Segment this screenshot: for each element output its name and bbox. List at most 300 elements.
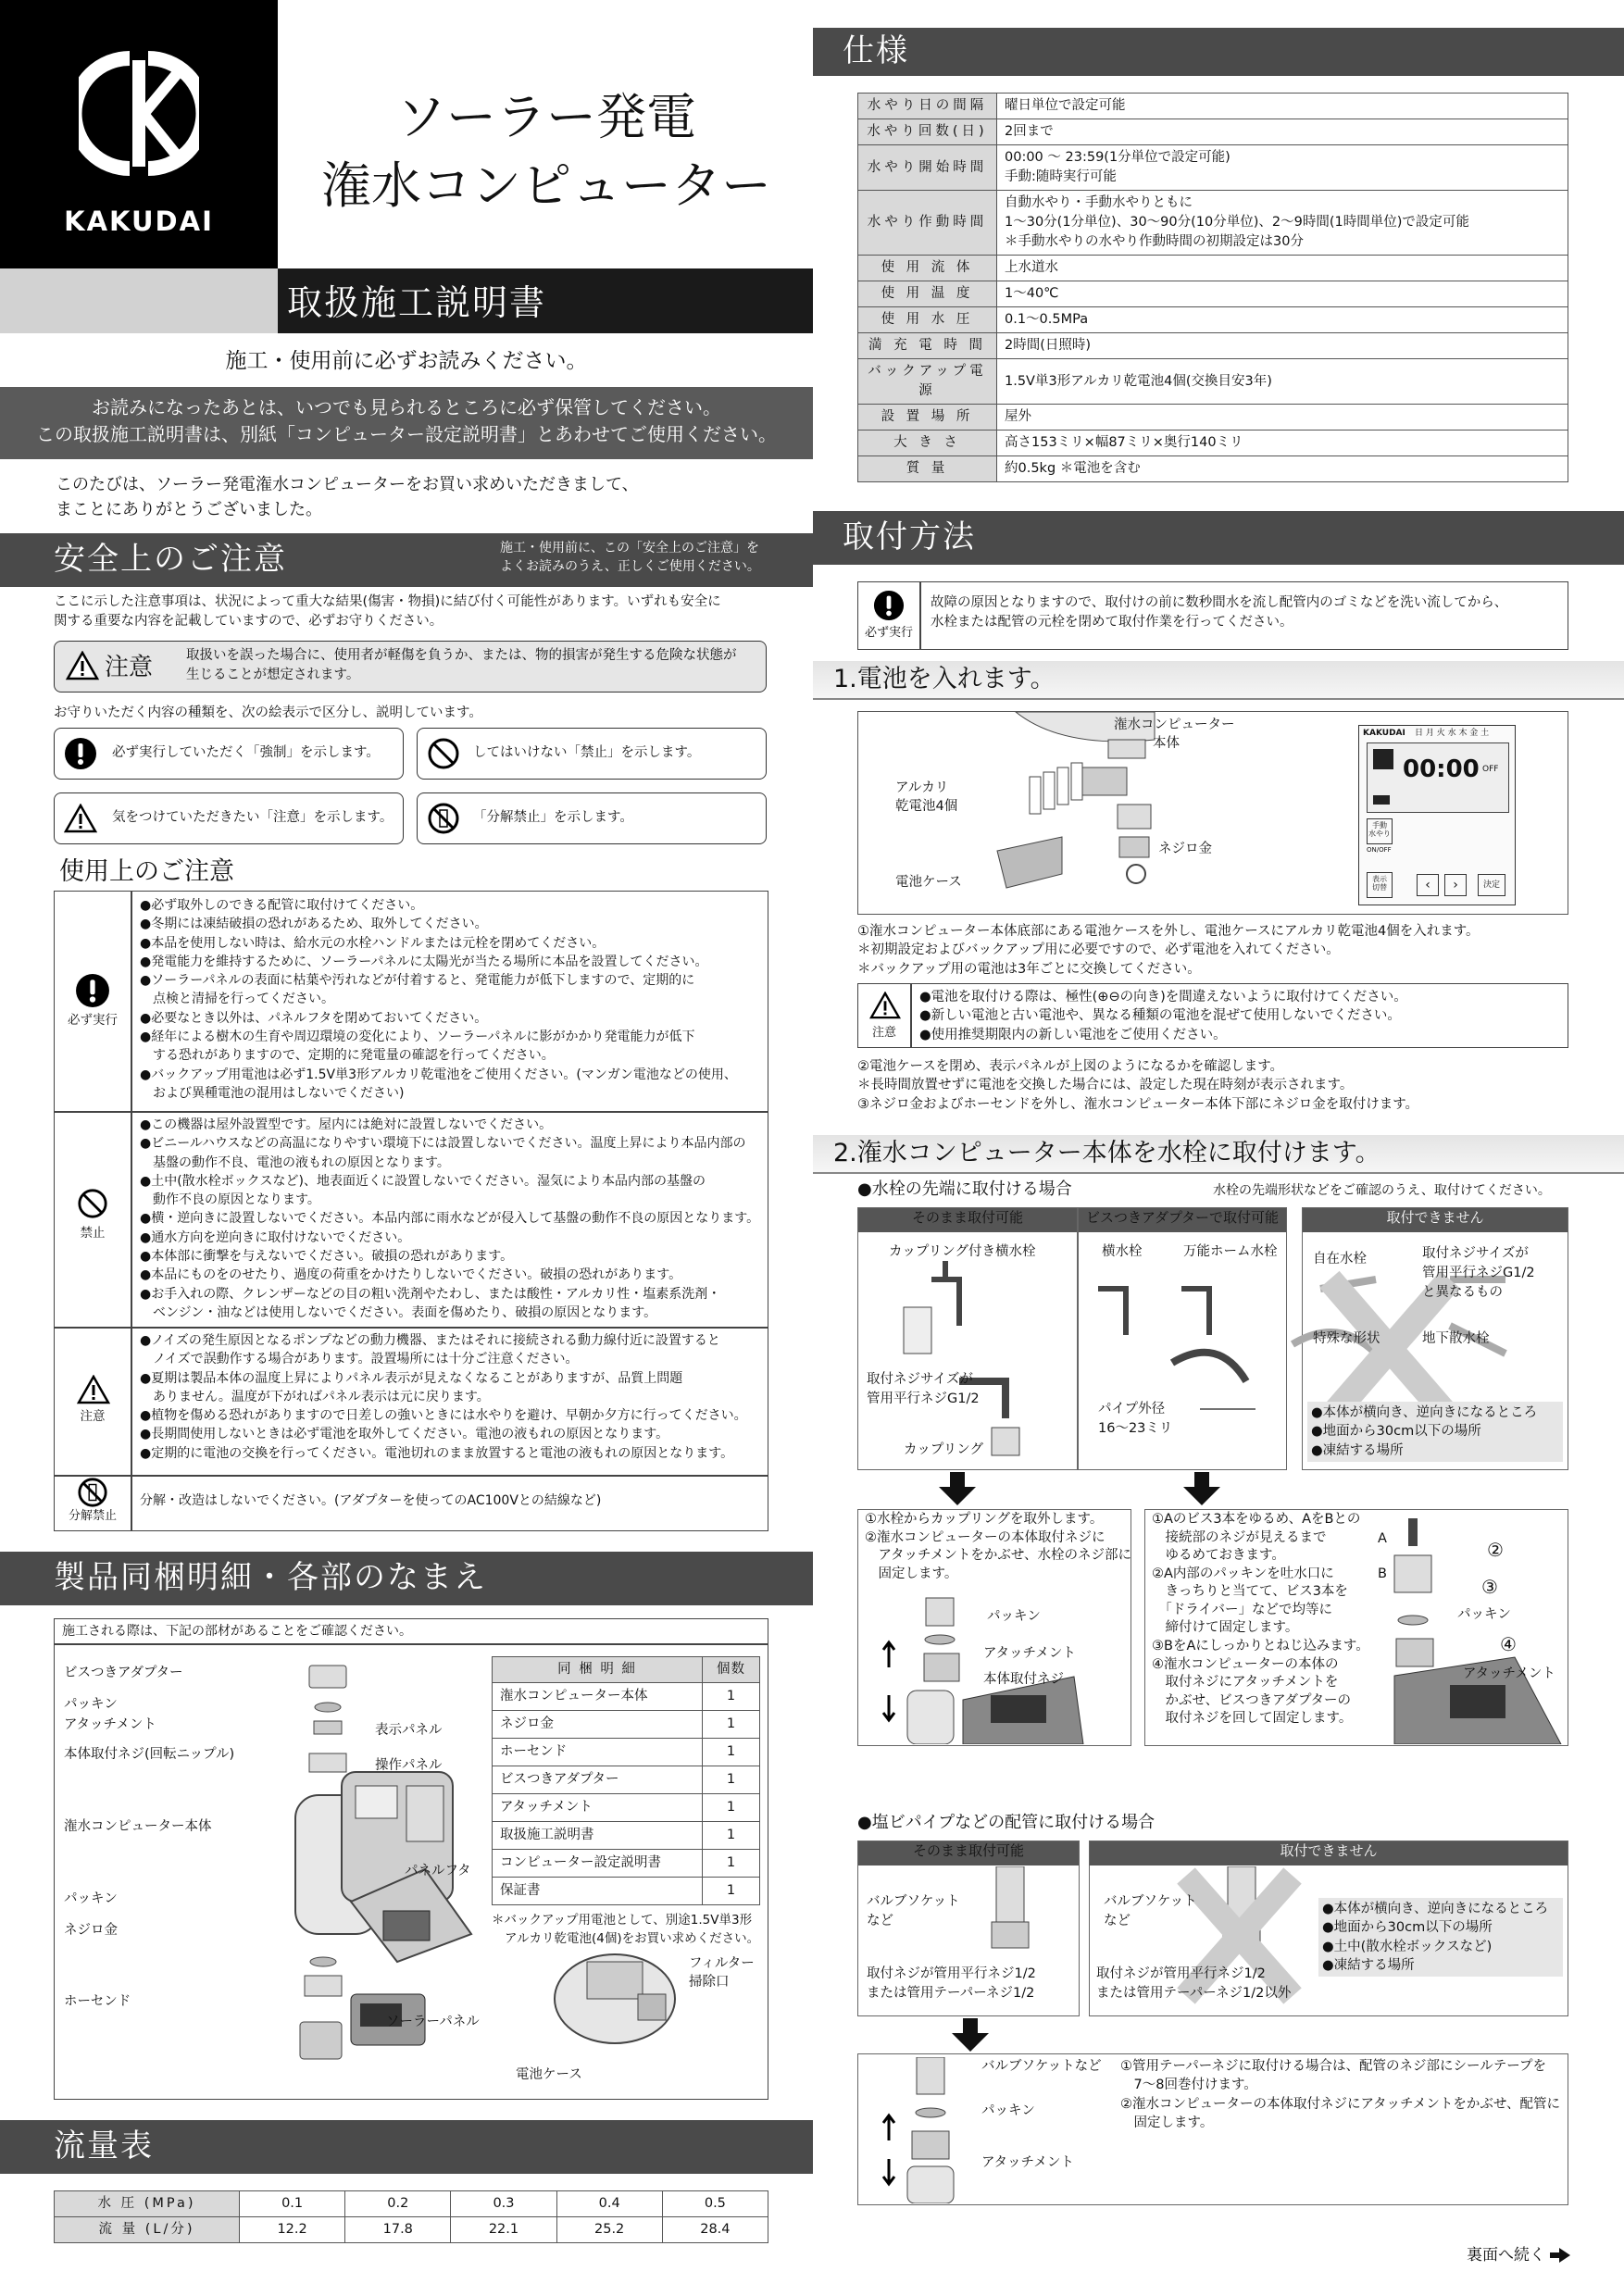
contents-item-name: アタッチメント: [493, 1794, 703, 1822]
panel-onoff: ON/OFF: [1367, 846, 1392, 854]
flow-heading: 流量表: [54, 2128, 154, 2165]
spec-value-line: 2時間(日照時): [1005, 338, 1092, 354]
usage-item: ●この機器は屋外設置型です。屋内には絶対に設置しないでください。: [140, 1117, 553, 1132]
battery-insert-illustration: [923, 712, 1247, 914]
battery-note: [492, 1912, 759, 1948]
usage-item: ●必ず取外しのできる配管に取付けてください。: [140, 898, 424, 913]
pipe-ng-item: ●土中(散水栓ボックスなど): [1322, 1939, 1493, 1954]
step-a-attachment: アタッチメント: [983, 1646, 1076, 1661]
spec-key: 使 用 流 体: [858, 256, 997, 281]
spec-key: 水やり開始時間: [858, 145, 997, 191]
manual-label-2: 水やり: [1368, 829, 1391, 838]
usage-item: 基盤の動作不良、電池の液もれの原因となります。: [140, 1154, 450, 1170]
caution-triangle-icon: [869, 992, 901, 1019]
spec-value-line: 0.1～0.5MPa: [1005, 312, 1089, 328]
step-b-line: 接続部のネジが見えるまで: [1152, 1529, 1327, 1545]
install-must-box: [857, 581, 1568, 650]
spec-value: [997, 359, 1568, 405]
step-b-line: ゆるめておきます。: [1152, 1548, 1285, 1564]
step1-heading-bar: [813, 661, 1624, 700]
part-computer: 潅水コンピューター本体: [64, 1819, 212, 1834]
pipe-od-line-2: 16～23ミリ: [1098, 1421, 1173, 1437]
pipe-ng-list: [1318, 1898, 1563, 1977]
pipe-valve-ng-line-2: など: [1104, 1914, 1131, 1929]
no-disassemble-icon: [77, 1477, 108, 1508]
pipe-step-text: [1120, 2057, 1560, 2132]
install-must-text: [931, 593, 1507, 632]
usage-item: ●本品にものをのせたり、過度の荷重をかけたりしないでください。破損の恐れがあります。: [140, 1267, 682, 1283]
spec-row: [858, 191, 1568, 256]
flow-value: 28.4: [662, 2217, 768, 2243]
spec-value-line: ＊手動水やりの水やり作動時間の初期設定は30分: [1005, 234, 1304, 250]
part-battery-case: 電池ケース: [516, 2067, 582, 2082]
spec-row: [858, 281, 1568, 307]
thread-diff-line-2: 管用平行ネジG1/2: [1422, 1266, 1535, 1281]
part-body-screw: 本体取付ネジ(回転ニップル): [64, 1747, 235, 1762]
step-b-packing: パッキン: [1457, 1607, 1511, 1622]
spec-value-line: 自動水やり・手動水やりともに: [1005, 195, 1193, 211]
usage-heading-bar: [54, 854, 785, 891]
pipe-thread-ok: [867, 1965, 1036, 2003]
col2-head: ビスつきアダプターで取付可能: [1079, 1208, 1286, 1232]
contents-item-qty: 1: [703, 1822, 760, 1850]
thread-size: [867, 1370, 980, 1409]
install-heading: 取付方法: [843, 518, 976, 556]
caution-text-line-1: 取扱いを誤った場合に、使用者が軽傷を負うか、または、物的損害が発生する危険な状態が: [186, 648, 737, 663]
step-a-line: ①水栓からカップリングを取外します。: [865, 1512, 1104, 1527]
step-b-line: ③BをAにしっかりとねじ込みます。: [1152, 1638, 1369, 1653]
step1-text-line: ＊バックアップ用の電池は3年ごとに交換してください。: [857, 961, 1201, 977]
spec-key: バックアップ電源: [858, 359, 997, 405]
step-b-line: かぶせ、ビスつきアダプターの: [1152, 1692, 1352, 1708]
spec-key: 大 き さ: [858, 430, 997, 456]
enter-button[interactable]: [1478, 874, 1505, 896]
part-nejiro: ネジロ金: [64, 1923, 118, 1938]
contents-item-name: 保証書: [493, 1878, 703, 1905]
step1-caution-line: ●新しい電池と古い電池や、異なる種類の電池を混ぜて使用しないでください。: [919, 1008, 1401, 1024]
arrow-right-icon: [1550, 2248, 1570, 2263]
step1-text2-line: ＊長時間放置せずに電池を交換した場合には、設定した現在時刻が表示されます。: [857, 1078, 1354, 1093]
step-a-line: ②潅水コンピューターの本体取付ネジに: [865, 1529, 1106, 1545]
contents-item-qty: 1: [703, 1878, 760, 1905]
spec-key: 設 置 場 所: [858, 405, 997, 430]
manual-label: 手動: [1372, 821, 1387, 830]
pipe-ng-item: ●凍結する場所: [1322, 1957, 1415, 1973]
intro-line-1: ここに示した注意事項は、状況によって重大な結果(傷害・物損)に結び付く可能性があります。いずれも安全に: [54, 594, 721, 609]
prohibit-icon: [77, 1188, 108, 1219]
spec-value: [997, 191, 1568, 256]
contents-row: [493, 1766, 760, 1794]
usage-item: ●ソーラーパネルの表面に枯葉や汚れなどが付着すると、発電能力が低下しますので、定期的に: [140, 973, 695, 989]
safety-heading: 安全上のご注意: [54, 541, 287, 579]
spec-value: [997, 119, 1568, 145]
part-attachment: アタッチメント: [64, 1717, 156, 1732]
pressure-label: 水 圧 (MPa): [55, 2191, 240, 2217]
panel-brand: KAKUDAI: [1363, 729, 1405, 738]
spec-row: [858, 145, 1568, 191]
spec-value: [997, 405, 1568, 430]
must-do-icon: [64, 737, 97, 770]
contents-item-qty: 1: [703, 1683, 760, 1711]
s1-computer: 潅水コンピューター: [1114, 718, 1235, 732]
arrow-down-icon: [939, 1472, 976, 1505]
thread-diff-line-3: と異なるもの: [1422, 1285, 1503, 1301]
pipe-step-line: ①管用テーパーネジに取付ける場合は、配管のネジ部にシールテープを: [1120, 2059, 1547, 2074]
icon-prohibit-text: してはいけない「禁止」を示します。: [473, 745, 701, 760]
contents-table: [492, 1656, 760, 1905]
spec-value-line: 1～40℃: [1005, 286, 1059, 302]
pipe-step-line: ②潅水コンピューターの本体取付ネジにアタッチメントをかぶせ、配管に: [1120, 2096, 1560, 2112]
faucet-confirm: 水栓の先端形状などをご確認のうえ、取付けてください。: [1213, 1183, 1551, 1198]
pipe-step-valve: バルブソケットなど: [981, 2059, 1102, 2074]
icon-caution-text: 気をつけていただきたい「注意」を示します。: [112, 810, 394, 825]
brand-name: KAKUDAI: [64, 206, 214, 237]
contents-area: [54, 1618, 768, 2100]
pipe-od: [1098, 1400, 1172, 1439]
part-control: 操作パネル: [375, 1758, 443, 1773]
spec-row: [858, 430, 1568, 456]
must-do-icon: [873, 590, 905, 621]
step1-caution-line: ●使用推奨期限内の新しい電池をご使用ください。: [919, 1027, 1227, 1042]
step1-caution-label: 注意: [871, 1026, 896, 1040]
safety-intro: [54, 593, 794, 631]
pipe-valve-ng: [1104, 1892, 1197, 1931]
title-line-1: ソーラー発電: [396, 88, 696, 146]
install-must-line-1: 故障の原因となりますので、取付けの前に数秒間水を流し配管内のゴミなどを洗い流してから、: [931, 595, 1508, 610]
usage-table: [54, 891, 768, 1531]
contents-head-qty: 個数: [703, 1657, 760, 1683]
pipe-valve-ok-line-2: など: [867, 1914, 893, 1929]
pipe-ng-item: ●本体が横向き、逆向きになるところ: [1322, 1902, 1549, 1916]
flow-heading-bar: [0, 2120, 813, 2174]
prohibit-label: 禁止: [80, 1226, 106, 1241]
kakudai-logo-icon: [79, 51, 199, 176]
part-display: 表示パネル: [375, 1723, 443, 1738]
contents-row: [493, 1711, 760, 1739]
thanks: [56, 472, 639, 522]
usage-item: および異種電池の混用はしないでください): [140, 1085, 405, 1101]
spec-key: 使 用 温 度: [858, 281, 997, 307]
thread-diff-line-1: 取付ネジサイズが: [1422, 1246, 1529, 1261]
ng-item: ●本体が横向き、逆向きになるところ: [1311, 1405, 1538, 1420]
s1-computer-2: 本体: [1153, 736, 1180, 751]
spec-value-line: 上水道水: [1005, 260, 1058, 276]
read-before: 施工・使用前に必ずお読みください。: [225, 349, 588, 373]
pipe-od-line-1: パイプ外径: [1098, 1402, 1166, 1416]
spec-value-line: 手動:随時実行可能: [1005, 169, 1117, 185]
contents-head-name: 同 梱 明 細: [493, 1657, 703, 1683]
spec-row: [858, 119, 1568, 145]
pipe-heading: ●塩ビパイプなどの配管に取付ける場合: [857, 1813, 1156, 1832]
pipe-thread-ng: [1096, 1965, 1291, 2003]
spec-value-line: 屋外: [1005, 409, 1031, 425]
step1-text-line: ①潅水コンピューター本体底部にある電池ケースを外し、電池ケースにアルカリ乾電池4個を入れます。: [857, 924, 1480, 939]
step-b-n4: ④: [1500, 1633, 1517, 1655]
spec-row: [858, 94, 1568, 119]
contents-row: [493, 1739, 760, 1766]
contents-row: [493, 1683, 760, 1711]
usage-item: ●お手入れの際、クレンザーなどの目の粗い洗剤やたわし、または酸性・アルカリ性・塩素系洗剤・: [140, 1286, 721, 1302]
display-panel: [1358, 725, 1516, 905]
s1-alkali-2: 乾電池4個: [895, 799, 958, 814]
part-packing-1: パッキン: [64, 1697, 118, 1712]
spec-value-line: 1～30分(1分単位)、30～90分(10分単位)、2～9時間(1時間単位)で設定可能: [1005, 215, 1469, 231]
flow-table: [54, 2190, 768, 2243]
usage-item: ●ビニールハウスなどの高温になりやすい環境下には設置しないでください。温度上昇により本品内部の: [140, 1136, 746, 1152]
usage-item: する恐れがありますので、定期的に発電量の確認を行ってください。: [140, 1048, 555, 1064]
pipe-ng-item: ●地面から30cm以下の場所: [1322, 1920, 1493, 1936]
pressure-value: 0.1: [240, 2191, 345, 2217]
icon-disassemble-text: 「分解禁止」を示します。: [473, 810, 633, 825]
step2-heading-bar: [813, 1135, 1624, 1174]
flow-value: 12.2: [240, 2217, 345, 2243]
flow-value: 17.8: [345, 2217, 451, 2243]
side-note-line-1: 施工・使用前に、この「安全上のご注意」を: [500, 541, 759, 555]
icon-must-box: [54, 728, 404, 780]
safety-side-note: [500, 539, 760, 577]
usage-item: ●長期間使用しないときは必ず電池を取外してください。電池の液もれの原因となります。: [140, 1427, 669, 1442]
disassemble-text: 分解・改造はしないでください。(アダプターを使ってのAC100Vとの結線など): [140, 1493, 602, 1508]
usage-item: ●バックアップ用電池は必ず1.5V単3形アルカリ乾電池をご使用ください。(マンガン電池などの使用、: [140, 1067, 737, 1082]
must-do-icon: [75, 973, 110, 1008]
spec-row: [858, 333, 1568, 359]
step1-text-line: ＊初期設定およびバックアップ用に必要ですので、必ず電池を入れてください。: [857, 942, 1340, 958]
pipe-thread-ok-line-2: または管用テーパーネジ1/2: [867, 1986, 1035, 2002]
thanks-line-2: まことにありがとうございました。: [56, 500, 322, 519]
step-a-packing: パッキン: [987, 1609, 1041, 1624]
usage-item: ベンジン・油などは使用しないでください。表面を傷めたり、破損の原因となります。: [140, 1304, 657, 1320]
spec-value-line: 2回まで: [1005, 124, 1054, 140]
step-b-a: A: [1378, 1531, 1387, 1546]
faucet-tip-heading: ●水栓の先端に取付ける場合: [857, 1179, 1072, 1199]
spec-value-line: 1.5V単3形アルカリ乾電池4個(交換目安3年): [1005, 373, 1272, 389]
caution-triangle-icon: [77, 1375, 110, 1404]
step-b-line: 取付ネジにアタッチメントを: [1152, 1675, 1339, 1691]
keep-note-line-2: この取扱施工説明書は、別紙「コンピューター設定説明書」とあわせてご使用ください。: [36, 423, 777, 445]
manual-title: 取扱施工説明書: [286, 282, 546, 323]
caution-label: 注意: [105, 654, 154, 681]
contents-item-name: 潅水コンピューター本体: [493, 1683, 703, 1711]
step-b-line: 「ドライバー」などで均等に: [1152, 1602, 1333, 1617]
spec-value: [997, 145, 1568, 191]
thread-size-line-1: 取付ネジサイズが: [867, 1372, 973, 1387]
must-items: [140, 896, 760, 1103]
step-b-line: ④潅水コンピューターの本体の: [1152, 1656, 1339, 1672]
usage-item: ●横・逆向きに設置しないでください。本品内部に雨水などが侵入して基盤の動作不良の原因となります。: [140, 1211, 760, 1227]
pipe-valve-ng-line-1: バルブソケット: [1104, 1894, 1197, 1909]
usage-heading: 使用上のご注意: [59, 857, 234, 886]
spec-value: [997, 256, 1568, 281]
pipe-thread-ok-line-1: 取付ネジが管用平行ネジ1/2: [867, 1966, 1036, 1981]
filter-detail-illustration: [545, 1939, 684, 2059]
step-b-line: ①Aのビス3本をゆるめ、AをBとの: [1152, 1512, 1361, 1527]
battery-note-line-2: アルカリ乾電池(4個)をお買い求めください。: [505, 1930, 760, 1946]
step1-caution-items: [919, 988, 1407, 1044]
step-b-line: 取付ネジを回して固定します。: [1152, 1711, 1353, 1727]
step1-text2-line: ②電池ケースを閉め、表示パネルが上図のようになるかを確認します。: [857, 1059, 1284, 1074]
spec-key: 水やり作動時間: [858, 191, 997, 256]
panel-time: 00:00: [1403, 755, 1480, 783]
spec-value: [997, 430, 1568, 456]
icon-disassemble-box: [417, 792, 767, 844]
step1-caution-line: ●電池を取付ける際は、極性(⊕⊖の向き)を間違えないように取付けてください。: [919, 990, 1407, 1004]
s1-alkali: アルカリ: [895, 780, 949, 795]
icon-caution-box: [54, 792, 404, 844]
spec-row: [858, 256, 1568, 281]
spec-value-line: 00:00 ～ 23:59(1分単位で設定可能): [1005, 150, 1230, 166]
part-filter-2: 掃除口: [689, 1975, 730, 1990]
part-cover: パネルフタ: [405, 1864, 471, 1878]
step1-title: 1.電池を入れます。: [833, 665, 1056, 693]
contents-item-qty: 1: [703, 1711, 760, 1739]
pipe-step-attachment: アタッチメント: [981, 2155, 1074, 2170]
continue-note: [1467, 2244, 1570, 2267]
col1-head: そのまま取付可能: [858, 1208, 1077, 1232]
usage-item: 動作不良の原因となります。: [140, 1192, 320, 1208]
step1-text: [857, 922, 1480, 979]
caution-triangle-icon: [64, 804, 97, 833]
flow-label: 流 量 (L/分): [55, 2217, 240, 2243]
part-packing-2: パッキン: [64, 1891, 118, 1906]
keep-note-bar: [0, 387, 813, 459]
spec-value: [997, 94, 1568, 119]
pipe-col1-head: そのまま取付可能: [858, 1841, 1079, 1866]
s1-case: 電池ケース: [895, 875, 962, 890]
pressure-value: 0.5: [662, 2191, 768, 2217]
pressure-value: 0.2: [345, 2191, 451, 2217]
thread-size-line-2: 管用平行ネジG1/2: [867, 1391, 980, 1407]
install-must-line-2: 水栓または配管の元栓を閉めて取付作業を行ってください。: [931, 615, 1293, 630]
underground-faucet: 地下散水栓: [1422, 1331, 1490, 1346]
pipe-step-illustration: [870, 2057, 1056, 2203]
bannou-faucet: 万能ホーム水栓: [1183, 1244, 1278, 1259]
usage-item: ●ノイズの発生原因となるポンプなどの動力機器、またはそれに接続される動力線付近に設置すると: [140, 1333, 720, 1348]
contents-row: [493, 1794, 760, 1822]
step-b-illustration: [1376, 1518, 1567, 1744]
icon-must-text: 必ず実行していただく「強制」を示します。: [112, 745, 380, 760]
icon-prohibit-box: [417, 728, 767, 780]
usage-item: ●夏期は製品本体の温度上昇によりパネル表示が見えなくなることがありますが、品質上問題: [140, 1370, 683, 1386]
part-adapter: ビスつきアダプター: [64, 1666, 183, 1680]
step-b-n2: ②: [1487, 1539, 1504, 1561]
spec-row: [858, 359, 1568, 405]
side-note-line-2: よくお読みのうえ、正しくご使用ください。: [500, 559, 760, 575]
usage-item: ●定期的に電池の交換を行ってください。電池切れのまま放置すると電池の液もれの原因となります。: [140, 1445, 734, 1461]
usage-item: ●本品を使用しない時は、給水元の水栓ハンドルまたは元栓を閉めてください。: [140, 935, 606, 951]
jizai-faucet: 自在水栓: [1313, 1252, 1367, 1267]
step2-title: 2.潅水コンピューター本体を水栓に取付けます。: [833, 1139, 1380, 1167]
left-button[interactable]: ‹: [1417, 874, 1439, 896]
thanks-line-1: このたびは、ソーラー発電潅水コンピューターをお買い求めいただきまして、: [56, 475, 639, 494]
manual-title-bar: [0, 268, 813, 333]
pressure-value: 0.3: [451, 2191, 556, 2217]
usage-item: ありません。温度が下がればパネル表示は元に戻ります。: [140, 1389, 490, 1404]
no-disassemble-icon: [427, 802, 460, 835]
battery-note-line-1: ＊バックアップ用電池として、別途1.5V単3形: [492, 1913, 753, 1928]
step-b-attachment: アタッチメント: [1463, 1666, 1555, 1681]
step-b-b: B: [1378, 1566, 1387, 1581]
contents-item-qty: 1: [703, 1850, 760, 1878]
flow-value: 22.1: [451, 2217, 556, 2243]
continue-text: 裏面へ続く: [1467, 2246, 1545, 2265]
step-b-n3: ③: [1481, 1576, 1498, 1598]
spec-heading-bar: [813, 28, 1624, 76]
usage-item: 点検と清掃を行ってください。: [140, 992, 334, 1007]
title-line-2: 潅水コンピューター: [321, 156, 771, 215]
pipe-step-packing: パッキン: [981, 2103, 1035, 2118]
manual-button[interactable]: [1367, 818, 1393, 844]
display-switch-button[interactable]: [1367, 872, 1393, 898]
contents-row: [493, 1878, 760, 1905]
intro-line-2: 関する重要な内容を記載していますので、必ずお守りください。: [54, 614, 443, 630]
flow-value: 25.2: [556, 2217, 662, 2243]
usage-item: ●経年による樹木の生育や周辺環境の変化により、ソーラーパネルに影がかかり発電能力が低下: [140, 1029, 695, 1045]
step-a-text: [865, 1511, 1131, 1583]
spec-key: 水やり日の間隔: [858, 94, 997, 119]
pipe-step-line: 固定します。: [1120, 2115, 1214, 2130]
caution-text: [186, 646, 737, 685]
warning-triangle-icon: [66, 651, 99, 680]
disp-label: 表示: [1372, 875, 1387, 883]
pipe-thread-ng-line-1: 取付ネジが管用平行ネジ1/2: [1096, 1966, 1266, 1981]
spec-row: [858, 456, 1568, 482]
arrow-down-icon: [952, 2018, 989, 2052]
usage-item: ●必要なとき以外は、パネルフタを閉めておいてください。: [140, 1010, 488, 1026]
special-shape: 特殊な形状: [1313, 1331, 1380, 1346]
part-filter: フィルター: [689, 1956, 755, 1971]
install-must-label: 必ず実行: [864, 626, 913, 640]
step-b-text: [1152, 1511, 1369, 1728]
s1-nejiro: ネジロ金: [1158, 842, 1212, 856]
spec-value: [997, 456, 1568, 482]
contents-row: [493, 1850, 760, 1878]
thread-diff: [1422, 1244, 1535, 1303]
right-button[interactable]: ›: [1444, 874, 1467, 896]
pipe-thread-ng-line-2: または管用テーパーネジ1/2以外: [1096, 1986, 1292, 2002]
caution-definition-box: [54, 641, 767, 693]
step-a-line: アタッチメントをかぶせ、水栓のネジ部に: [865, 1548, 1131, 1564]
usage-caution-label: 注意: [80, 1409, 106, 1424]
step-b-line: 締付けて固定します。: [1152, 1620, 1299, 1636]
spec-key: 満 充 電 時 間: [858, 333, 997, 359]
prohibit-icon: [427, 737, 460, 770]
must-label: 必ず実行: [68, 1013, 118, 1028]
coupling-label: カップリング: [904, 1442, 983, 1457]
contents-item-name: ビスつきアダプター: [493, 1766, 703, 1794]
spec-value: [997, 333, 1568, 359]
spec-row: [858, 405, 1568, 430]
step-a-line: 固定します。: [865, 1566, 958, 1581]
contents-note: 施工される際は、下記の部材があることをご確認ください。: [62, 1624, 412, 1639]
contents-item-qty: 1: [703, 1739, 760, 1766]
spec-heading: 仕様: [843, 32, 909, 70]
spec-key: 使 用 水 圧: [858, 307, 997, 333]
contents-item-qty: 1: [703, 1766, 760, 1794]
pressure-value: 0.4: [556, 2191, 662, 2217]
keep-note-line-1: お読みになったあとは、いつでも見られるところに必ず保管してください。: [92, 396, 721, 418]
contents-item-name: 取扱施工説明書: [493, 1822, 703, 1850]
faucet-ng-list: [1307, 1402, 1563, 1462]
ng-item: ●地面から30cm以下の場所: [1311, 1424, 1481, 1440]
prohibit-items: [140, 1116, 760, 1322]
usage-item: ●本体部に衝撃を与えないでください。破損の恐れがあります。: [140, 1249, 514, 1265]
spec-row: [858, 307, 1568, 333]
panel-off: OFF: [1482, 765, 1499, 774]
usage-item: ●発電能力を維持するために、ソーラーパネルに太陽光が当たる場所に本品を設置してください。: [140, 954, 708, 969]
logo-block: [0, 0, 278, 278]
contents-item-name: ネジロ金: [493, 1711, 703, 1739]
spec-value-line: 曜日単位で設定可能: [1005, 98, 1126, 113]
